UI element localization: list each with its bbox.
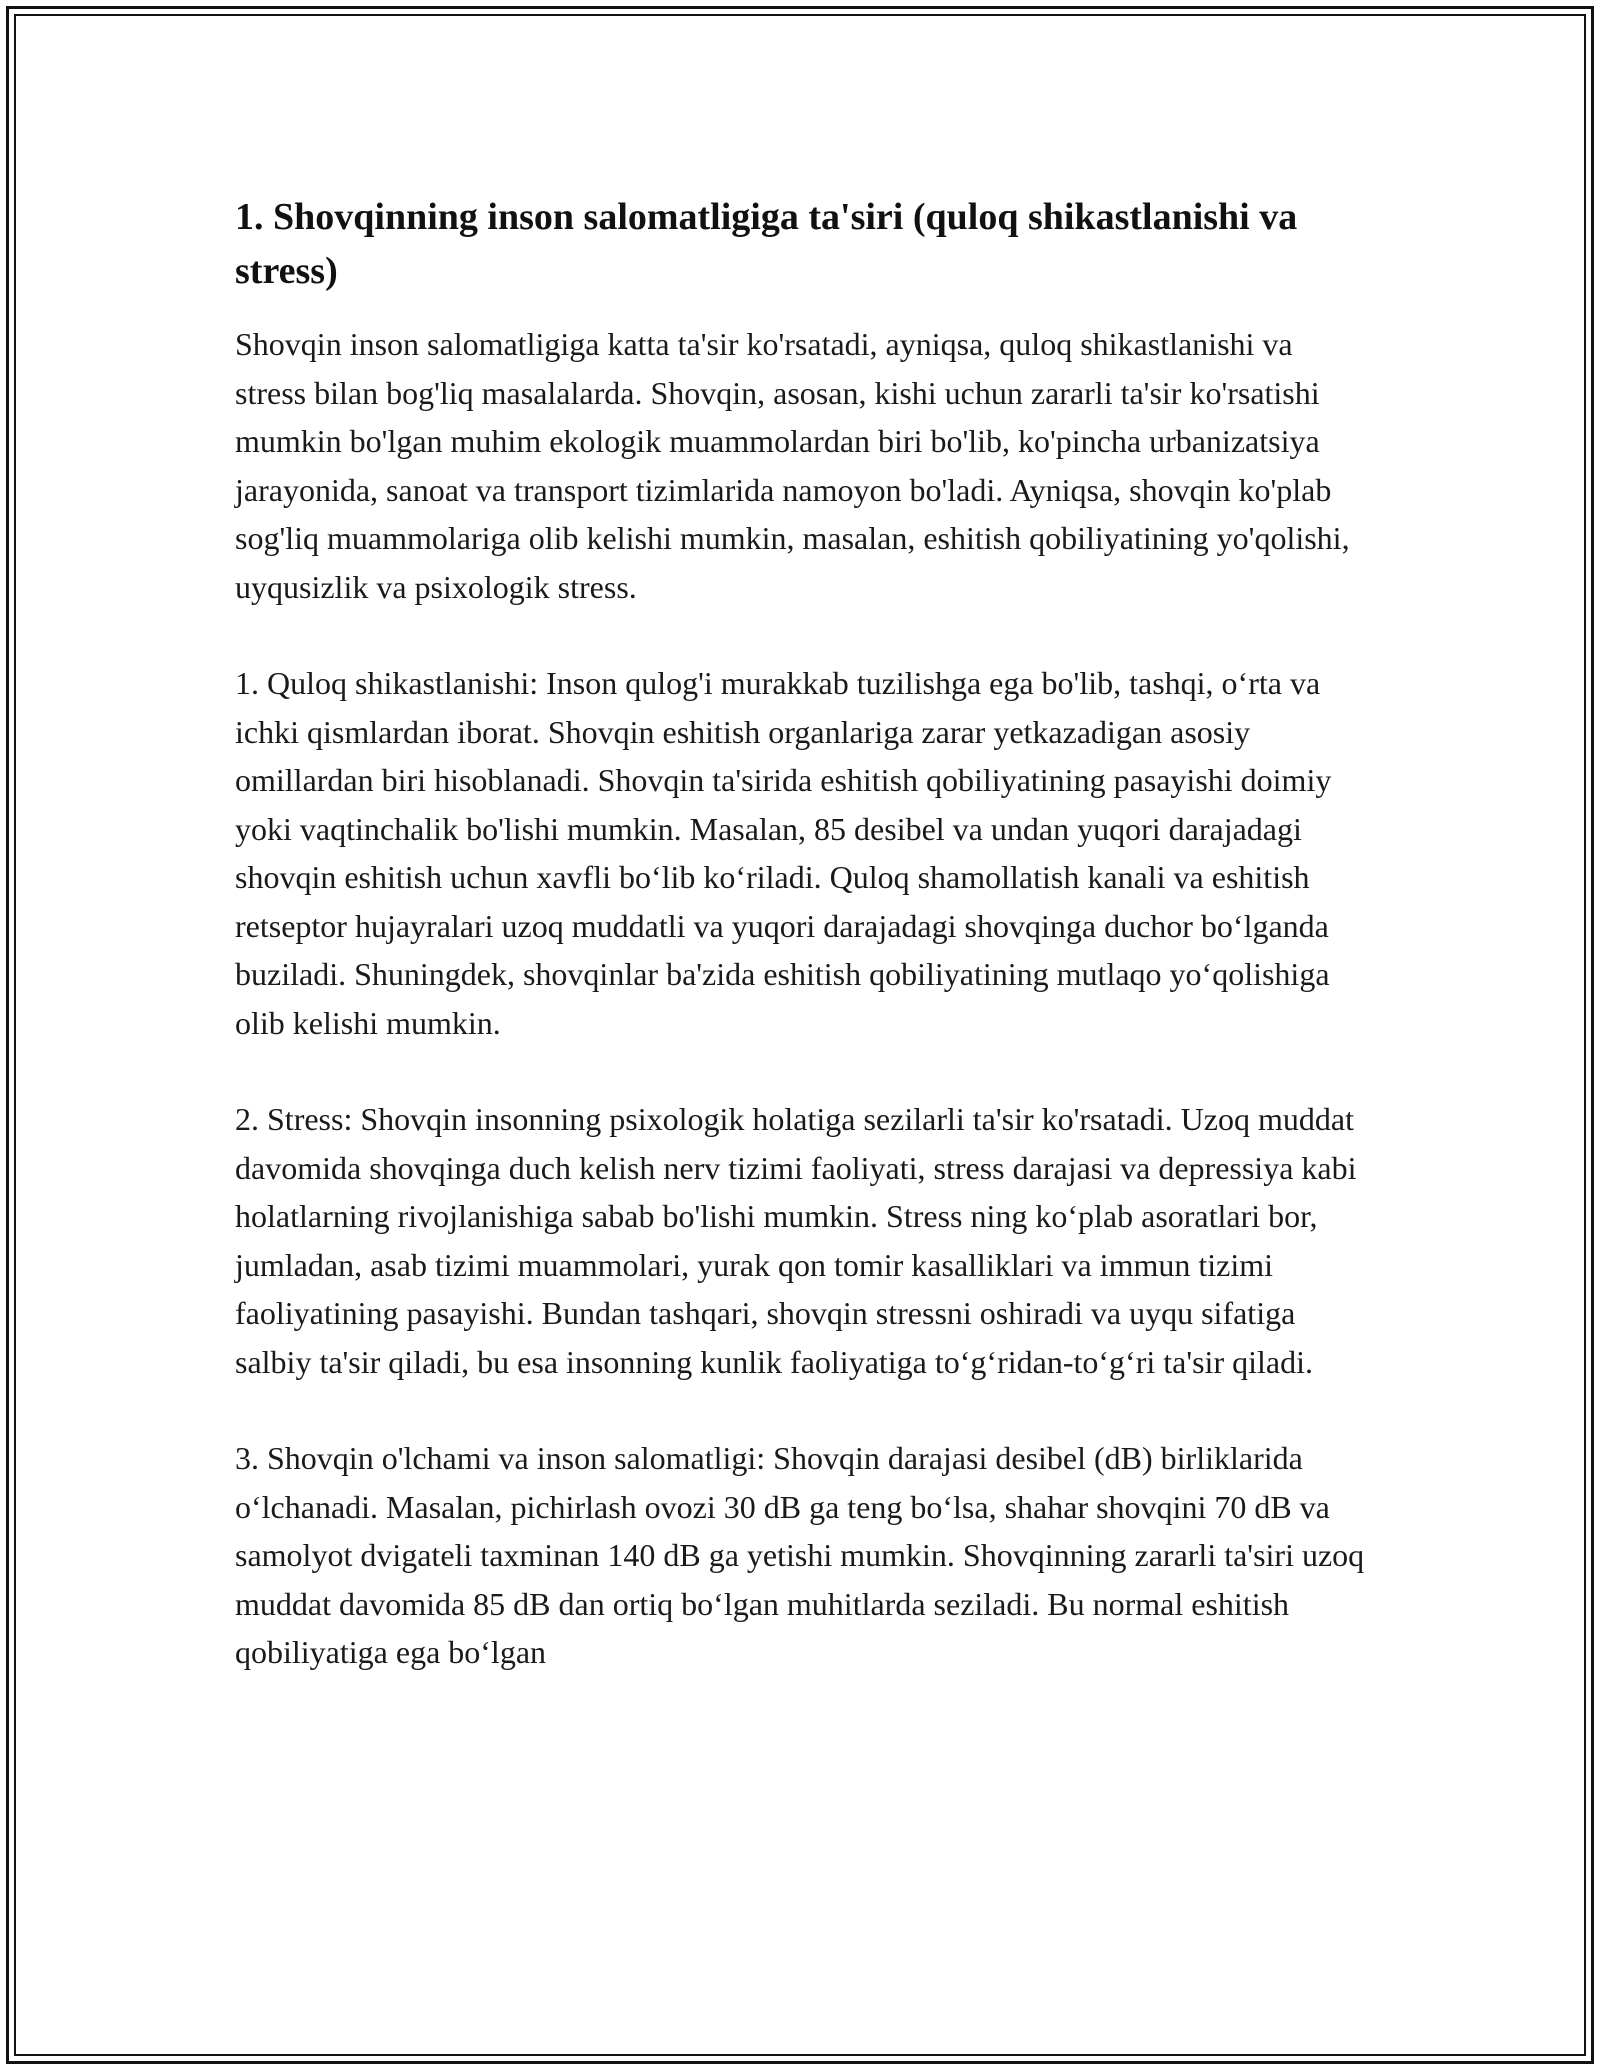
- intro-paragraph: Shovqin inson salomatligiga katta ta'sir ko'rsatadi, ayniqsa, quloq shikastlanishi va stress bilan bog'liq masalalarda. Shovqin, asosan, kishi uchun zararli ta'sir ko'rsatishi mumkin bo'lgan muhim ekologik muammolardan biri bo'lib, ko'pincha urbanizatsiya jarayonida, sanoat va transport tizimlarida namoyon bo'ladi. Ayniqsa, shovqin ko'plab sog'liq muammolariga olib kelishi mumkin, masalan, eshitish qobiliyatining yo'qolishi, uyqusizlik va psixologik stress.: [235, 326, 1350, 605]
- stress-paragraph: 2. Stress: Shovqin insonning psixologik holatiga sezilarli ta'sir ko'rsatadi. Uzoq muddat davomida shovqinga duch kelish nerv tizimi faoliyati, stress darajasi va depressiya kabi holatlarning rivojlanishiga sabab bo'lishi mumkin. Stress ning ko‘plab asoratlari bor, jumladan, asab tizimi muammolari, yurak qon tomir kasalliklari va immun tizimi faoliyatining pasayishi. Bundan tashqari, shovqin stressni oshiradi va uyqu sifatiga salbiy ta'sir qiladi, bu esa insonning kunlik faoliyatiga to‘g‘ridan-to‘g‘ri ta'sir qiladi.: [235, 1101, 1357, 1380]
- ear-damage-paragraph: 1. Quloq shikastlanishi: Inson qulog'i murakkab tuzilishga ega bo'lib, tashqi, o‘rta va ichki qismlardan iborat. Shovqin eshitish organlariga zarar yetkazadigan asosiy omillardan biri hisoblanadi. Shovqin ta'sirida eshitish qobiliyatining pasayishi doimiy yoki vaqtinchalik bo'lishi mumkin. Masalan, 85 desibel va undan yuqori darajadagi shovqin eshitish uchun xavfli bo‘lib ko‘riladi. Quloq shamollatish kanali va eshitish retseptor hujayralari uzoq muddatli va yuqori darajadagi shovqinga duchor bo‘lganda buziladi. Shuningdek, shovqinlar ba'zida eshitish qobiliyatining mutlaqo yo‘qolishiga olib kelishi mumkin.: [235, 665, 1332, 1041]
- section-heading: 1. Shovqinning inson salomatligiga ta'siri (quloq shikastlanishi va stress): [235, 196, 1298, 292]
- document-body: [235, 190, 1370, 1725]
- noise-measurement-paragraph: 3. Shovqin o'lchami va inson salomatligi: Shovqin darajasi desibel (dB) birliklarida o‘lchanadi. Masalan, pichirlash ovozi 30 dB ga teng bo‘lsa, shahar shovqini 70 dB va samolyot dvigateli taxminan 140 dB ga yetishi mumkin. Shovqinning zararli ta'siri uzoq muddat davomida 85 dB dan ortiq bo‘lgan muhitlarda seziladi. Bu normal eshitish qobiliyatiga ega bo‘lgan: [235, 1440, 1365, 1670]
